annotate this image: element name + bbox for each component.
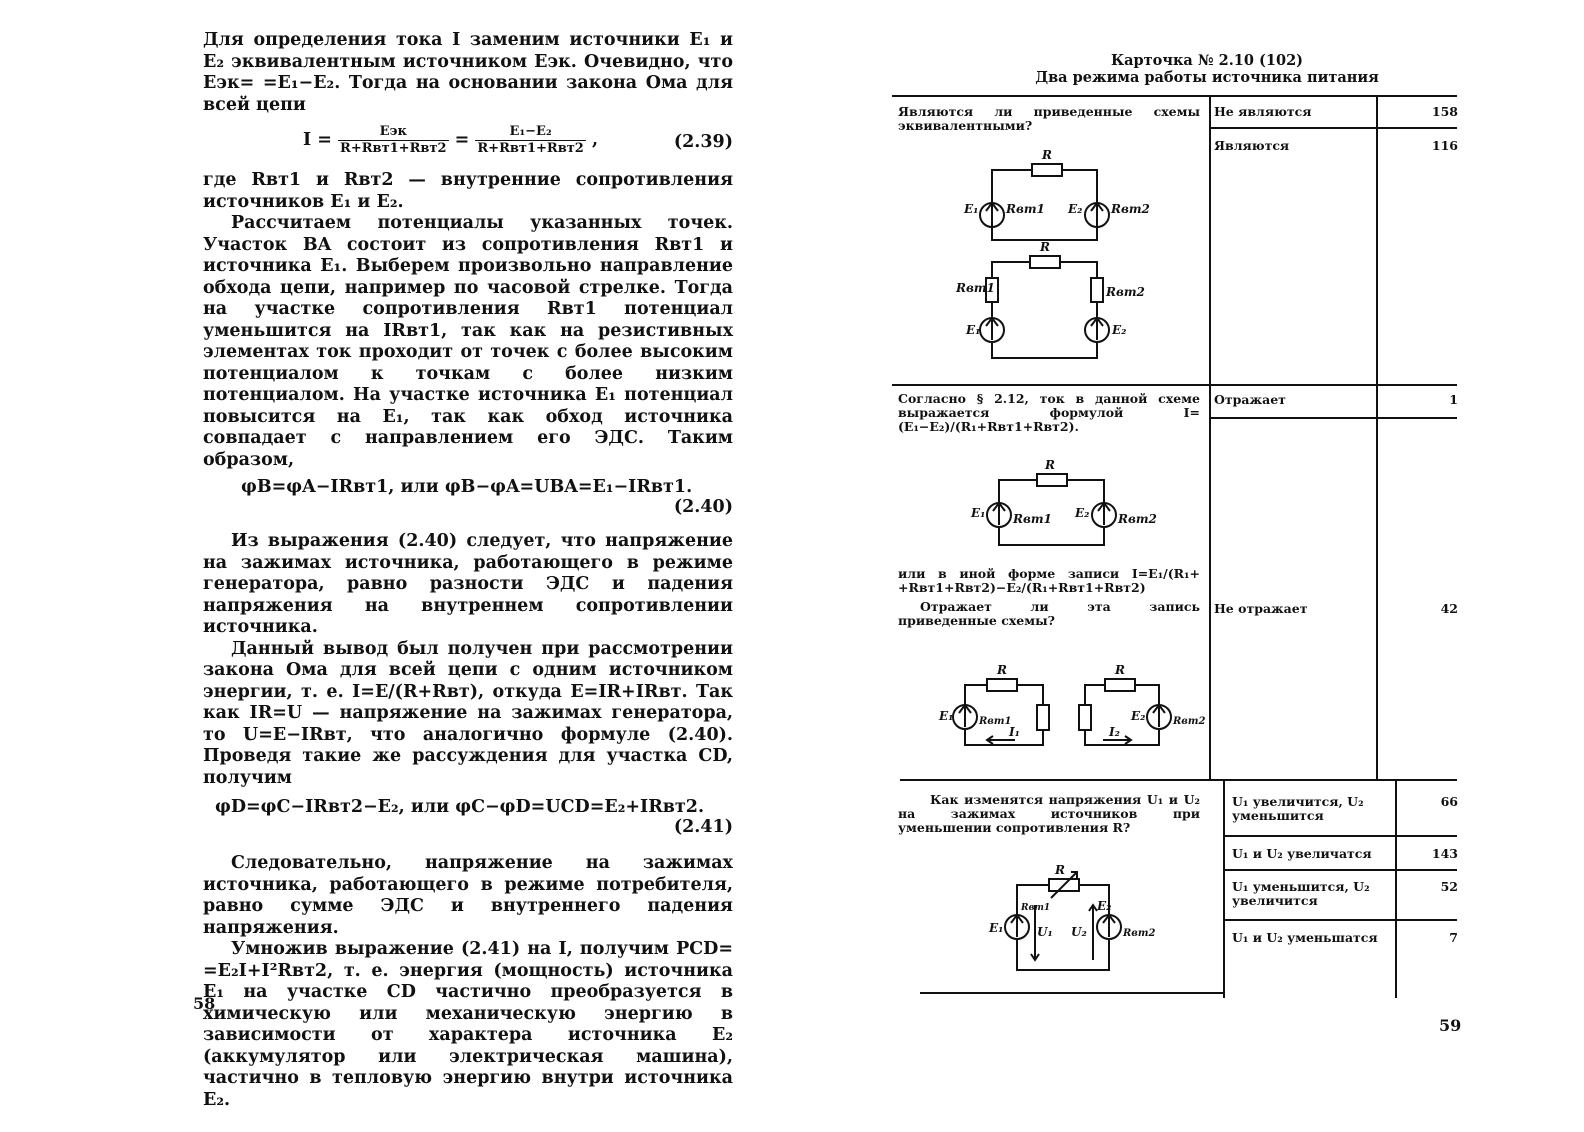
- label-Rbt1: Rвт1: [956, 281, 995, 295]
- paragraph-6: Следовательно, напряжение на зажимах источника, работающего в режиме потребителя, равно сумме ЭДС и внутреннего падения напряжения.: [203, 853, 733, 938]
- label-E1: E₁: [971, 506, 986, 520]
- formula-2-39: [203, 122, 733, 164]
- question-2-ask: Отражает ли эта запись приведенные схемы?: [898, 599, 1200, 628]
- q3-answer-4[interactable]: U₁ и U₂ уменьшатся: [1232, 930, 1378, 945]
- label-E2: E₂: [1068, 202, 1083, 216]
- formula-text: φB=φA−IRвт1, или φB−φA=UBA=E₁−IRвт1.: [241, 477, 693, 497]
- q2-answer-1[interactable]: Отражает: [1214, 392, 1286, 407]
- question-2: Согласно § 2.12, ток в данной схеме выражается формулой I=(E₁−E₂)/(R₁+Rвт1+Rвт2).: [898, 391, 1200, 434]
- fraction-1-num: Eэк: [338, 124, 448, 141]
- label-E1: E₁: [939, 709, 954, 723]
- paragraph-3: Рассчитаем потенциалы указанных точек. Участок BA состоит из сопротивления Rвт1 и источника E₁. Выберем произвольно направление обхода цепи, например по часовой стрелке. Тогда на участке сопротивления Rвт1 потенциал уменьшится на IRвт1, так как на резистивных элементах ток проходит от точек с более высоким потенциалом к точкам с более низким потенциалом. На участке источника E₁ потенциал повысится на E₁, так как обход источника совпадает с направлением его ЭДС. Таким образом,: [203, 213, 733, 470]
- label-Rbt2: Rвт2: [1123, 928, 1156, 939]
- label-E1: E₁: [966, 323, 981, 337]
- label-E2: E₂: [1097, 899, 1112, 913]
- page-number-right: 59: [1439, 1016, 1462, 1035]
- formula-eq: =: [454, 130, 470, 150]
- circuit-diagram-1: [942, 145, 1150, 245]
- fraction-2-num: E₁−E₂: [475, 124, 585, 141]
- label-Rbt2: Rвт2: [1173, 716, 1206, 727]
- q1-ref-1: 158: [1431, 104, 1458, 119]
- q1-ref-2: 116: [1431, 138, 1458, 153]
- left-text-column: [203, 30, 733, 1111]
- paragraph-1: Для определения тока I заменим источники E₁ и E₂ эквивалентным источником Eэк. Очевидно, что Eэк= =E₁−E₂. Тогда на основании закона Ома для всей цепи: [203, 30, 733, 115]
- label-U1: U₁: [1037, 925, 1053, 939]
- label-E1: E₁: [964, 202, 979, 216]
- label-Rbt2: Rвт2: [1111, 202, 1150, 216]
- label-U2: U₂: [1071, 925, 1087, 939]
- paragraph-4: Из выражения (2.40) следует, что напряжение на зажимах источника, работающего в режиме генератора, равно разности ЭДС и падения напряжения на внутреннем сопротивлении источника.: [203, 531, 733, 637]
- formula-number: (2.41): [673, 817, 733, 837]
- formula-tail: ,: [591, 130, 599, 150]
- q2-ref-2: 42: [1440, 601, 1458, 616]
- q2-ref-1: 1: [1449, 392, 1458, 407]
- label-E2: E₂: [1075, 506, 1090, 520]
- label-Rbt2: Rвт2: [1118, 512, 1157, 526]
- q3-answer-1[interactable]: U₁ увеличится, U₂ уменьшится: [1232, 794, 1364, 823]
- fraction-1: [338, 124, 448, 157]
- formula-2-41: [203, 795, 733, 841]
- label-I1: I₁: [1009, 725, 1020, 739]
- label-R: R: [1045, 458, 1055, 472]
- label-R: R: [1115, 663, 1125, 677]
- card-subtitle: Два режима работы источника питания: [1035, 69, 1379, 86]
- formula-text: φD=φC−IRвт2−E₂, или φC−φD=UCD=E₂+IRвт2.: [215, 797, 705, 817]
- label-Rbt1: Rвт1: [1006, 202, 1045, 216]
- paragraph-7: Умножив выражение (2.41) на I, получим PCD= =E₂I+I²Rвт2, т. е. энергия (мощность) источника E₁ на участке CD частично преобразуется в химическую или механическую энергию в зависимости от характера источника E₂ (аккумулятор или электрическая машина), частично в тепловую энергию внутри источника E₂.: [203, 939, 733, 1110]
- label-Rbt1: Rвт1: [979, 716, 1012, 727]
- q3-answer-2[interactable]: U₁ и U₂ увеличатся: [1232, 846, 1372, 861]
- circuit-diagram-2: [942, 240, 1152, 370]
- label-E2: E₂: [1112, 323, 1127, 337]
- label-Rbt1: Rвт1: [1021, 903, 1051, 913]
- q1-answer-2[interactable]: Являются: [1214, 138, 1290, 153]
- right-page: [792, 0, 1584, 1132]
- label-R: R: [1042, 148, 1052, 162]
- formula-lhs: I =: [303, 130, 332, 150]
- formula-2-40: [203, 475, 733, 521]
- question-3: Как изменятся напряжения U₁ и U₂ на зажимах источников при уменьшении сопротивления R?: [898, 792, 1200, 835]
- paragraph-2: где Rвт1 и Rвт2 — внутренние сопротивления источников E₁ и E₂.: [203, 170, 733, 212]
- q2-answer-2[interactable]: Не отражает: [1214, 601, 1308, 616]
- circuit-diagram-4: [937, 660, 1207, 760]
- q3-answer-3[interactable]: U₁ уменьшится, U₂ увеличится: [1232, 879, 1370, 908]
- circuit-diagram-3: [957, 455, 1157, 555]
- fraction-1-den: R+Rвт1+Rвт2: [340, 141, 447, 156]
- q3-ref-3: 52: [1440, 879, 1458, 894]
- question-2-formula: или в иной форме записи I=E₁/(R₁+ +Rвт1+Rвт2)−E₂/(R₁+Rвт1+Rвт2): [898, 566, 1200, 595]
- question-1: Являются ли приведенные схемы эквивалентными?: [898, 104, 1200, 133]
- q1-answer-1[interactable]: Не являются: [1214, 104, 1312, 119]
- label-R: R: [1055, 863, 1065, 877]
- page-number-left: 58: [193, 994, 216, 1013]
- formula-number: (2.40): [673, 497, 733, 517]
- paragraph-5: Данный вывод был получен при рассмотрении закона Ома для всей цепи с одним источником энергии, т. е. I=E/(R+Rвт), откуда E=IR+IRвт. Так как IR=U — напряжение на зажимах генератора, то U=E−IRвт, что аналогично формуле (2.40). Проведя такие же рассуждения для участка CD, получим: [203, 638, 733, 788]
- card-title: Карточка № 2.10 (102): [1110, 52, 1304, 69]
- q3-ref-1: 66: [1440, 794, 1458, 809]
- label-R: R: [997, 663, 1007, 677]
- label-Rbt1: Rвт1: [1013, 512, 1052, 526]
- fraction-2-den: R+Rвт1+Rвт2: [477, 141, 584, 156]
- label-I2: I₂: [1109, 725, 1120, 739]
- label-R: R: [1040, 240, 1050, 254]
- circuit-diagram-5: [977, 860, 1177, 980]
- fraction-2: [475, 124, 585, 157]
- q3-ref-4: 7: [1449, 930, 1458, 945]
- label-E2: E₂: [1131, 709, 1146, 723]
- q3-ref-2: 143: [1431, 846, 1458, 861]
- label-E1: E₁: [989, 921, 1004, 935]
- formula-number: (2.39): [673, 132, 733, 152]
- label-Rbt2: Rвт2: [1106, 285, 1145, 299]
